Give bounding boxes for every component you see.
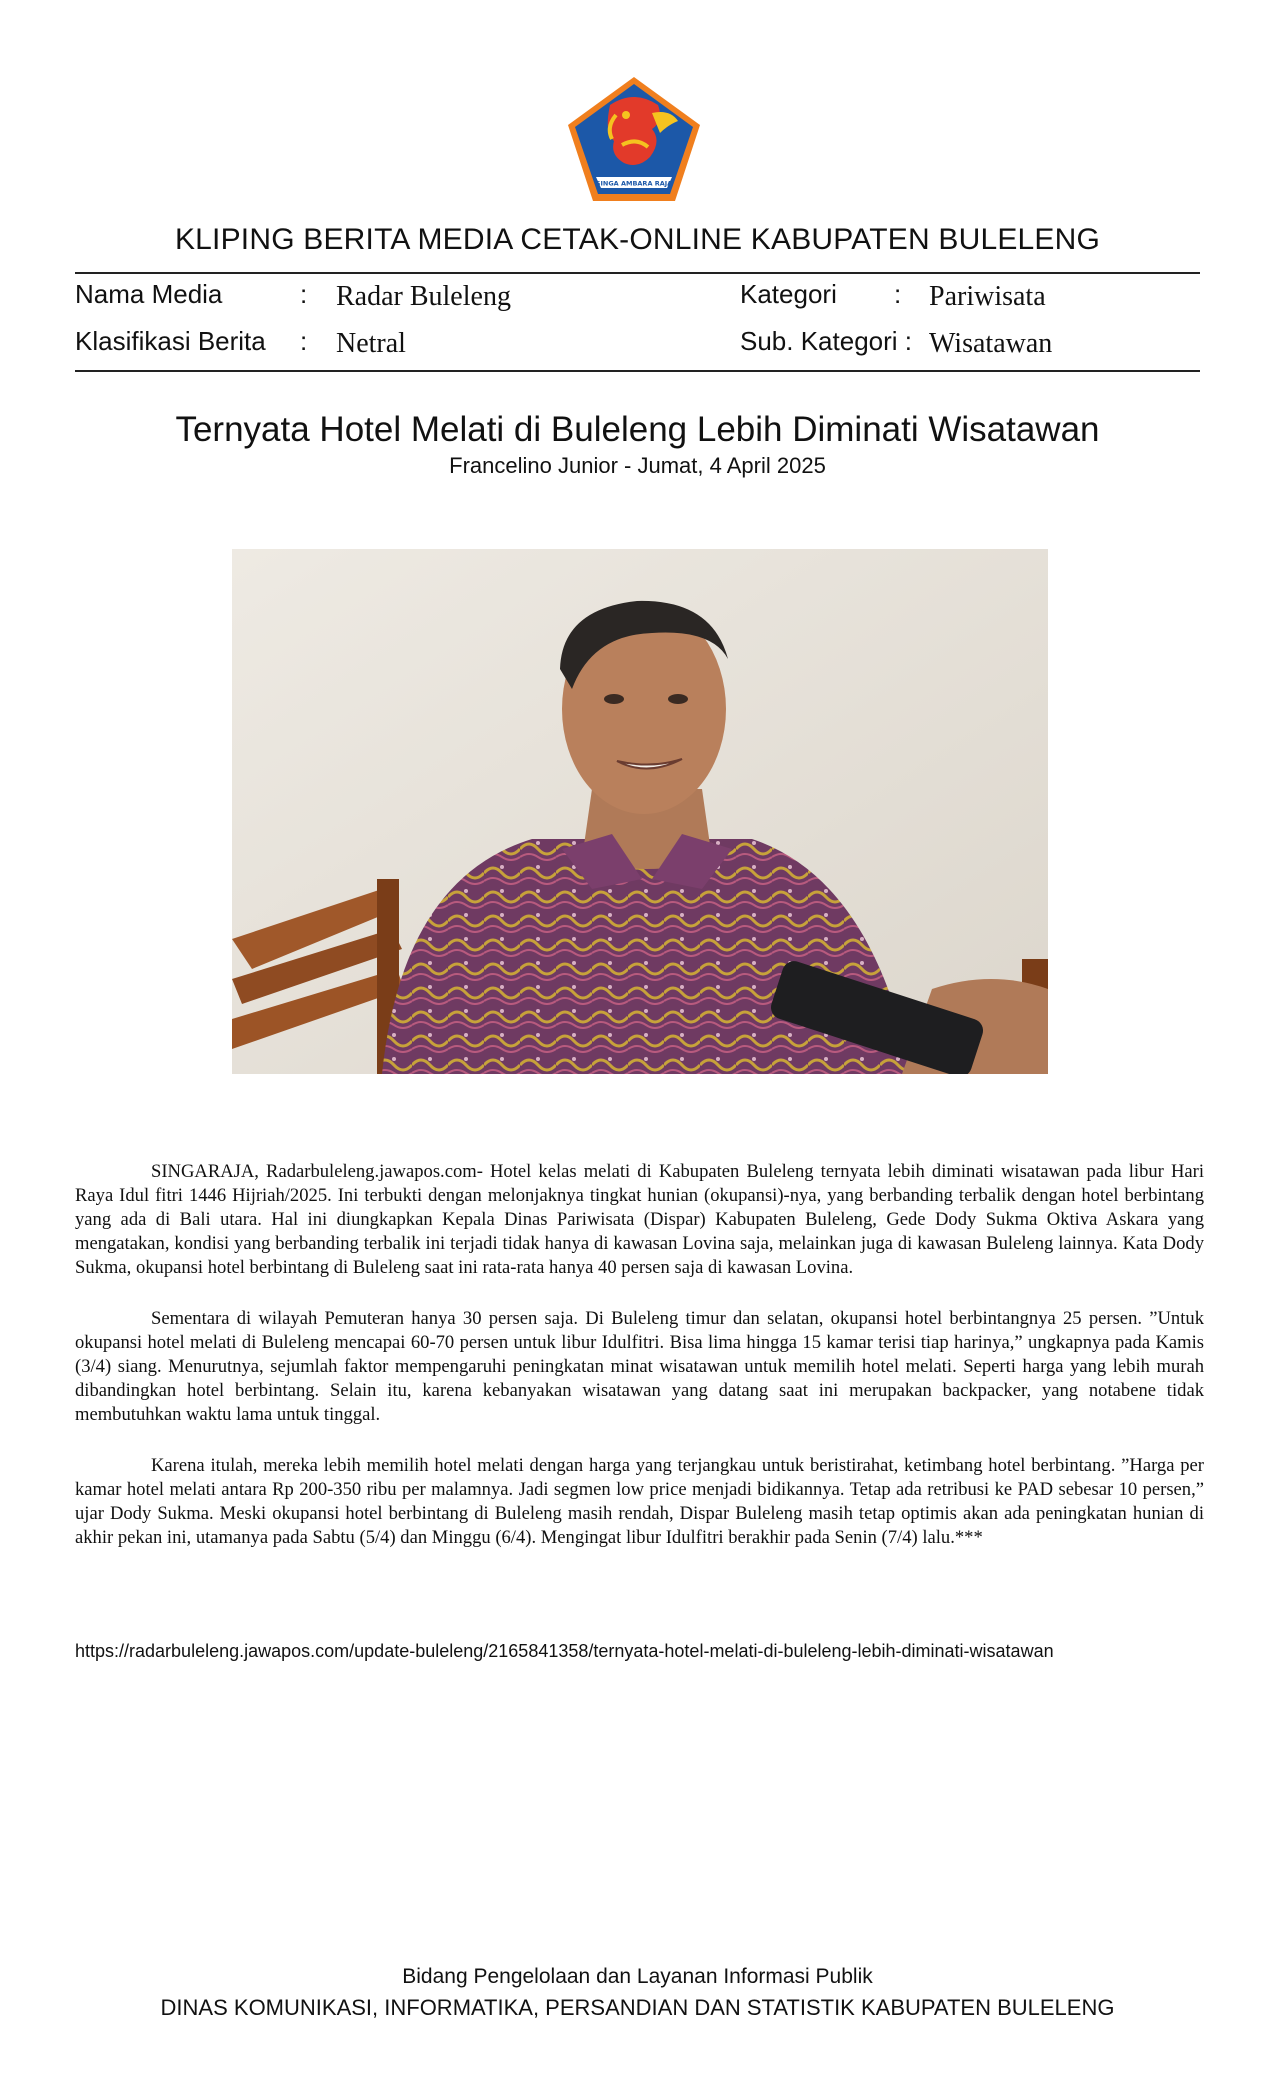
subkategori-value: Wisatawan [929,328,1053,359]
kliping-header-title: KLIPING BERITA MEDIA CETAK-ONLINE KABUPATEN BULELENG [174,223,1101,256]
kategori-value: Pariwisata [929,281,1046,312]
media-value: Radar Buleleng [336,281,511,312]
klasifikasi-value: Netral [336,328,406,359]
buleleng-emblem-logo [566,75,702,203]
article-paragraph: SINGARAJA, Radarbuleleng.jawapos.com- Hotel kelas melati di Kabupaten Buleleng ternyata lebih diminati wisatawan pada libur Hari Raya Idul fitri 1446 Hijriah/2025. Ini terbukti dengan melonjaknya tingkat hunian (okupansi)-nya, yang berbanding terbalik dengan hotel berbintang yang ada di Bali utara. Hal ini diungkapkan Kepala Dinas Pariwisata (Dispar) Kabupaten Buleleng, Gede Dody Sukma Oktiva Askara yang mengatakan, kondisi yang berbanding terbalik ini terjadi tidak hanya di kawasan Lovina saja, melainkan juga di kawasan Buleleng lainnya. Kata Dody Sukma, okupansi hotel berbintang di Buleleng saat ini rata-rata hanya 40 persen saja di kawasan Lovina. [75,1161,1204,1278]
article-byline: Francelino Junior - Jumat, 4 April 2025 [449,453,826,478]
subkategori-label: Sub. Kategori : [740,326,912,356]
article-body [75,1160,1204,1577]
article-paragraph: Karena itulah, mereka lebih memilih hotel melati dengan harga yang terjangkau untuk beristirahat, ketimbang hotel berbintang. ”Harga per kamar hotel melati antara Rp 200-350 ribu per malamnya. Jadi segmen low price menjadi bidikannya. Tetap ada retribusi ke PAD sebesar 10 persen,” ujar Dody Sukma. Meski okupansi hotel berbintang di Buleleng masih rendah, Dispar Buleleng masih tetap optimis akan ada peningkatan hunian di akhir pekan ini, utamanya pada Sabtu (5/4) dan Minggu (6/4). Mengingat libur Idulfitri berakhir pada Senin (7/4) lalu.*** [75,1455,1204,1548]
kategori-colon: : [894,279,902,309]
footer-agency: DINAS KOMUNIKASI, INFORMATIKA, PERSANDIAN DAN STATISTIK KABUPATEN BULELENG [160,1995,1115,2020]
klasifikasi-colon: : [300,326,308,356]
source-url-link[interactable]: https://radarbuleleng.jawapos.com/update-buleleng/2165841358/ternyata-hotel-melati-di-buleleng-lebih-diminati-wisatawan [75,1641,1054,1661]
klasifikasi-label: Klasifikasi Berita [75,326,266,356]
media-colon: : [300,279,308,309]
header-divider-bottom [75,370,1200,372]
kategori-label: Kategori [740,279,837,309]
footer-department: Bidang Pengelolaan dan Layanan Informasi Publik [402,1965,873,1988]
article-title: Ternyata Hotel Melati di Buleleng Lebih Diminati Wisatawan [175,410,1100,449]
header-divider-top [75,272,1200,274]
article-photo [232,549,1048,1074]
article-paragraph: Sementara di wilayah Pemuteran hanya 30 persen saja. Di Buleleng timur dan selatan, okupansi hotel berbintangnya 25 persen. ”Untuk okupansi hotel melati di Buleleng mencapai 60-70 persen untuk libur Idulfitri. Bisa lima hingga 15 kamar terisi tiap harinya,” ungkapnya pada Kamis (3/4) siang. Menurutnya, sejumlah faktor mempengaruhi peningkatan minat wisatawan untuk memilih hotel melati. Seperti harga yang lebih murah dibandingkan hotel berbintang. Selain itu, karena kebanyakan wisatawan yang datang saat ini merupakan backpacker, yang notabene tidak membutuhkan waktu lama untuk tinggal. [75,1308,1204,1425]
logo-motto: SINGA AMBARA RAJA [595,179,673,188]
media-label: Nama Media [75,279,223,309]
